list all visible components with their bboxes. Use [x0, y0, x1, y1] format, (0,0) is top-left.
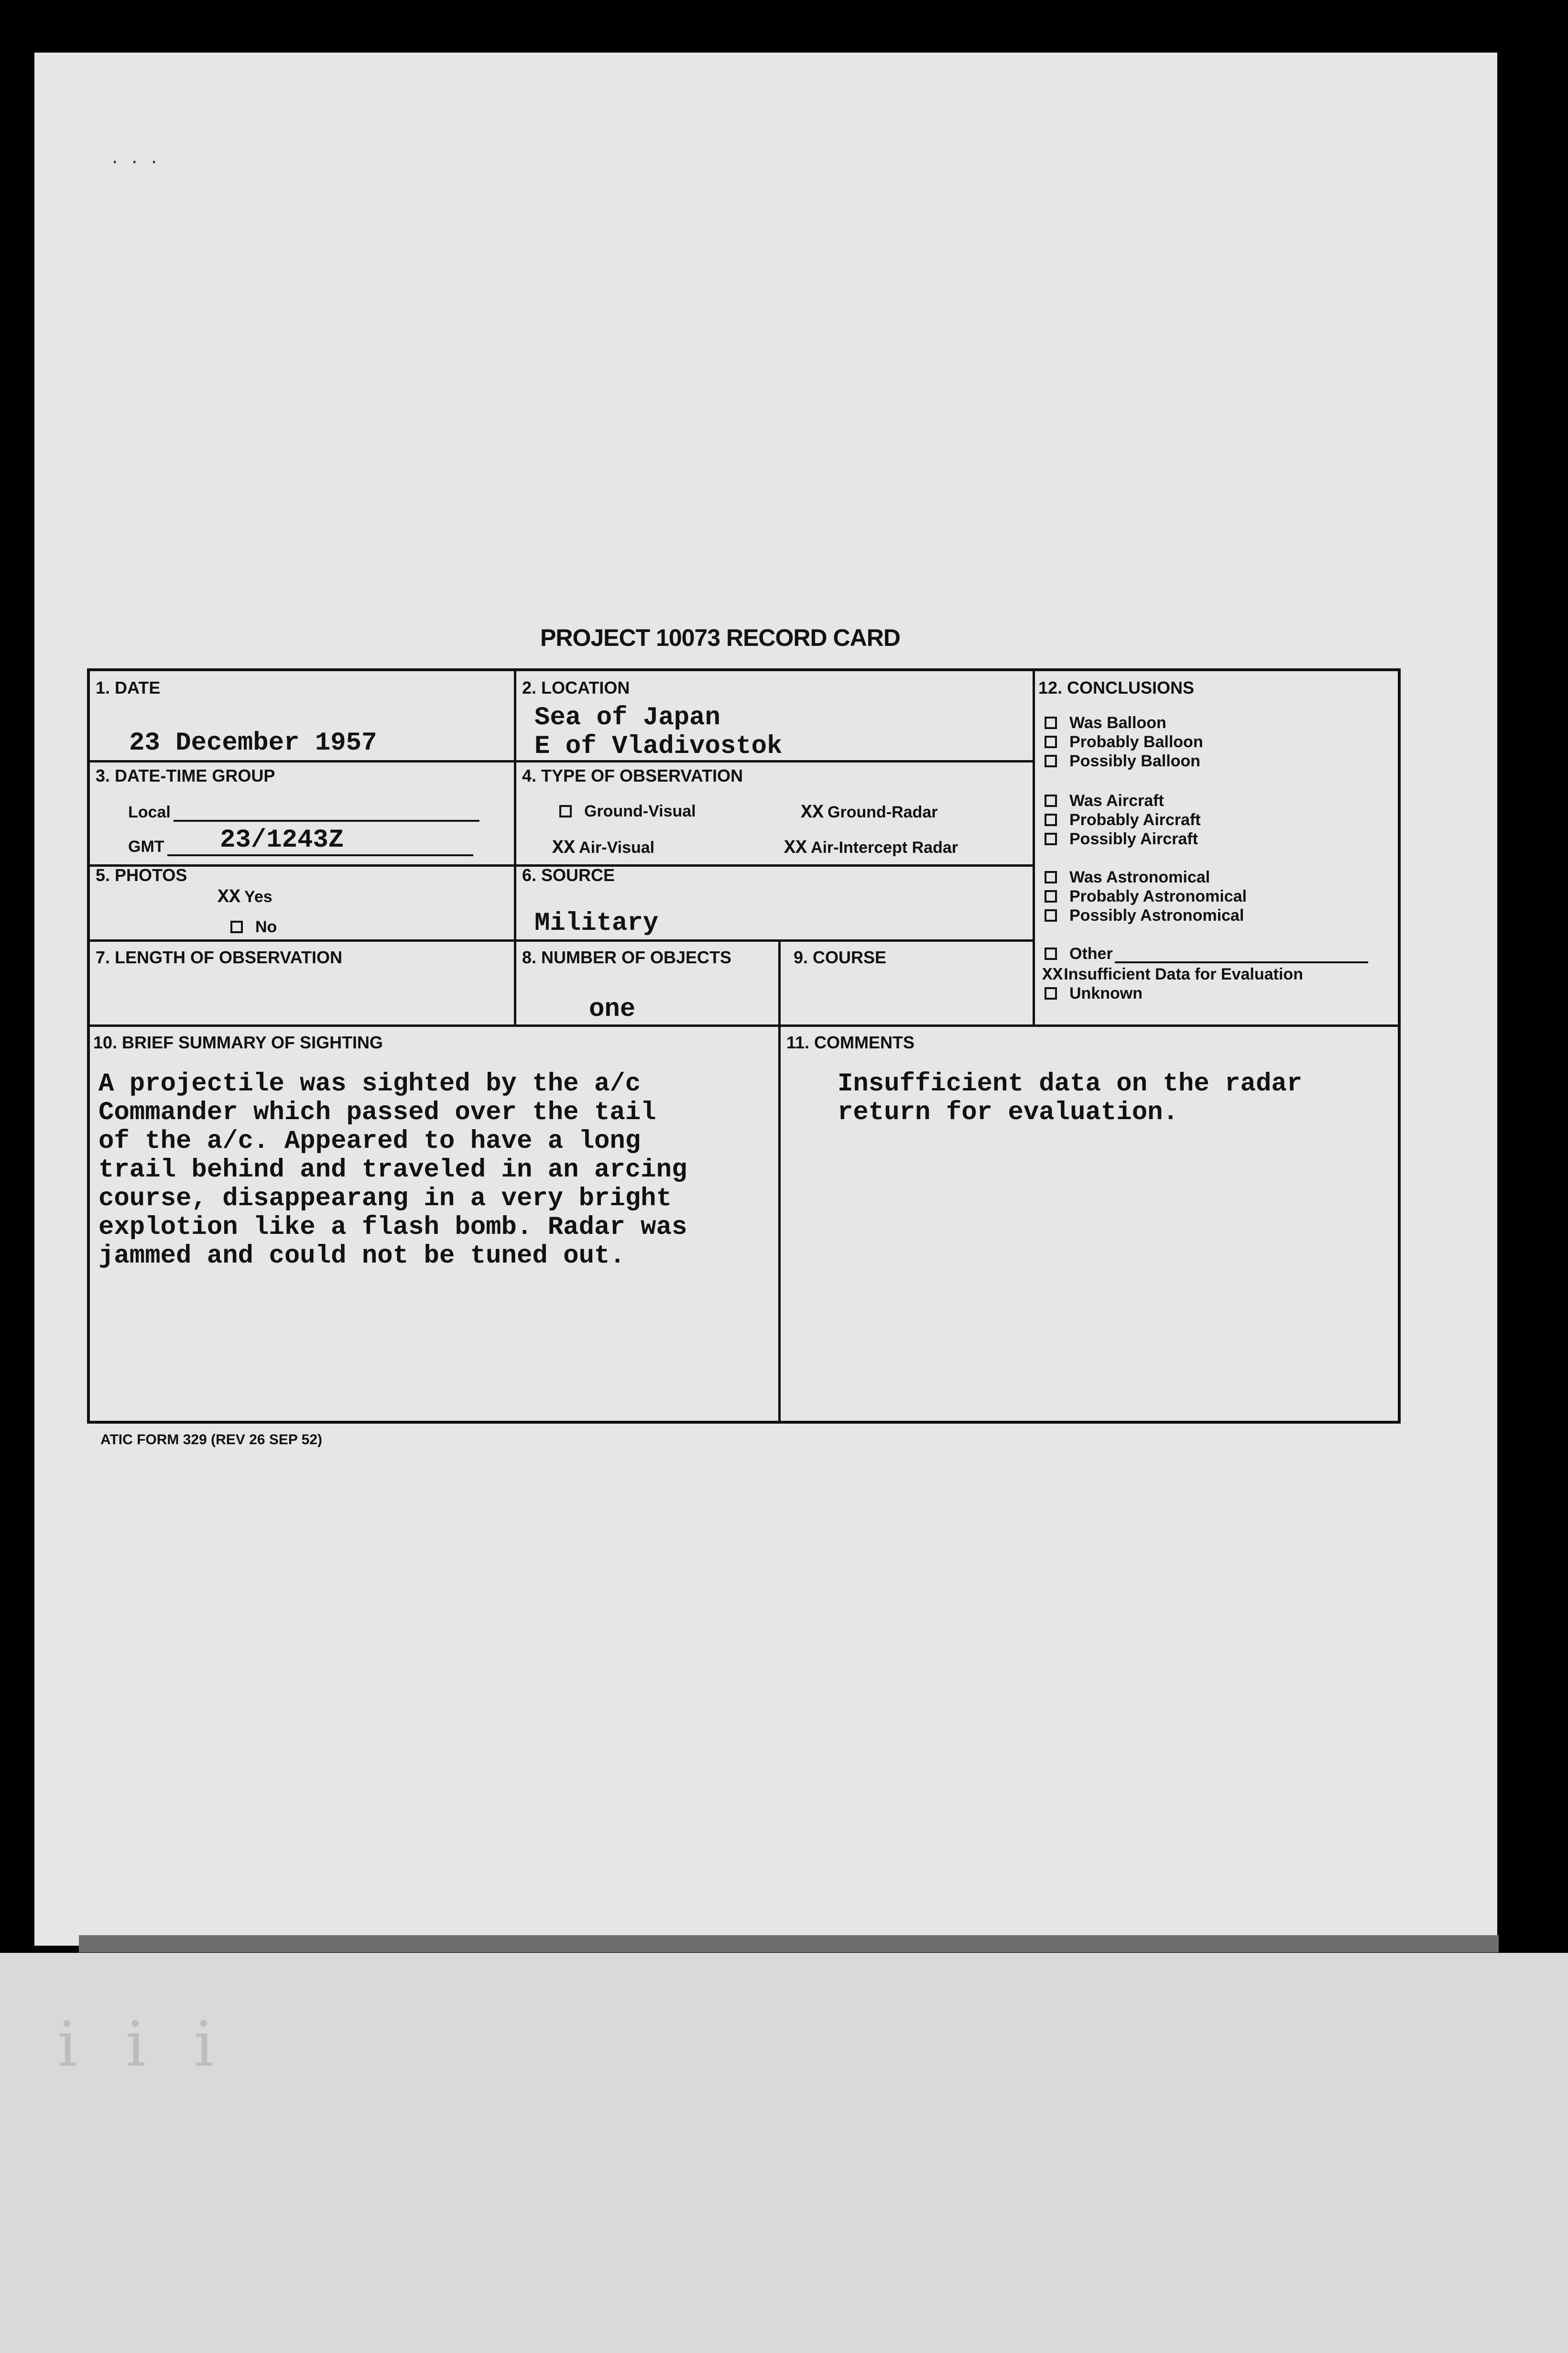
- form-footer: ATIC FORM 329 (REV 26 SEP 52): [100, 1432, 323, 1448]
- brief-summary-text: [98, 1070, 777, 1271]
- checkbox: [1045, 833, 1057, 845]
- option-air-intercept-radar: XX Air-Intercept Radar: [784, 838, 958, 859]
- conclusion-unknown: Unknown: [1045, 984, 1143, 1003]
- local-label: Local: [128, 803, 479, 822]
- option-photos-yes: XX Yes: [218, 887, 272, 908]
- checkbox: [1045, 987, 1057, 1000]
- gmt-value: 23/1243Z: [220, 826, 344, 855]
- checkbox-ground-visual: [559, 805, 572, 817]
- number-of-objects-label: 8. NUMBER OF OBJECTS: [522, 948, 732, 967]
- date-label: 1. DATE: [96, 678, 161, 697]
- checkbox-photos-no: [230, 921, 243, 933]
- option-ground-visual: Ground-Visual: [559, 802, 696, 821]
- conclusion-other: Other: [1045, 944, 1368, 963]
- card-title: PROJECT 10073 RECORD CARD: [540, 624, 900, 651]
- other-underline: [1115, 947, 1368, 963]
- summary-line: Commander which passed over the tail: [98, 1098, 656, 1127]
- option-air-visual: XX Air-Visual: [552, 838, 655, 859]
- length-of-observation-label: 7. LENGTH OF OBSERVATION: [96, 948, 343, 967]
- summary-line: A projectile was sighted by the a/c: [98, 1069, 641, 1099]
- checkbox: [1045, 948, 1057, 960]
- conclusion-was-aircraft: Was Aircraft: [1045, 791, 1164, 810]
- divider-h-3: [88, 939, 1034, 942]
- divider-h-4: [88, 1024, 1400, 1027]
- source-label: 6. SOURCE: [522, 865, 615, 885]
- lower-sheet: [0, 1953, 1568, 2353]
- summary-line: trail behind and traveled in an arcing: [98, 1155, 687, 1185]
- conclusion-probably-aircraft: Probably Aircraft: [1045, 810, 1201, 829]
- mark-photos-yes: XX: [218, 887, 241, 908]
- conclusion-possibly-balloon: Possibly Balloon: [1045, 752, 1200, 771]
- number-of-objects-value: one: [589, 995, 636, 1024]
- bottom-marks: i i i: [57, 2008, 229, 2081]
- summary-line: of the a/c. Appeared to have a long: [98, 1127, 641, 1156]
- checkbox: [1045, 909, 1057, 922]
- sheet-edge-shadow: [79, 1935, 1499, 1952]
- checkbox: [1045, 736, 1057, 748]
- checkbox: [1045, 890, 1057, 903]
- mark-ground-radar: XX: [801, 802, 824, 824]
- location-line-1: Sea of Japan: [534, 703, 720, 732]
- gmt-label: GMT: [128, 838, 473, 856]
- checkbox: [1045, 871, 1057, 883]
- mark-air-visual: XX: [552, 838, 576, 859]
- comments-line: return for evaluation.: [838, 1098, 1178, 1127]
- comments-text: [838, 1070, 1392, 1127]
- location-label: 2. LOCATION: [522, 678, 630, 697]
- course-label: 9. COURSE: [794, 948, 887, 967]
- option-photos-no: No: [230, 918, 277, 937]
- date-time-group-label: 3. DATE-TIME GROUP: [96, 766, 275, 785]
- conclusions-label: 12. CONCLUSIONS: [1038, 678, 1195, 697]
- checkbox: [1045, 814, 1057, 826]
- photos-label: 5. PHOTOS: [96, 865, 187, 885]
- conclusion-possibly-astronomical: Possibly Astronomical: [1045, 906, 1244, 925]
- conclusion-possibly-aircraft: Possibly Aircraft: [1045, 829, 1198, 849]
- mark-air-intercept-radar: XX: [784, 838, 807, 859]
- checkbox: [1045, 795, 1057, 807]
- source-value: Military: [534, 909, 659, 938]
- conclusion-probably-balloon: Probably Balloon: [1045, 732, 1203, 752]
- summary-line: jammed and could not be tuned out.: [98, 1242, 625, 1271]
- conclusion-probably-astronomical: Probably Astronomical: [1045, 887, 1247, 906]
- conclusion-was-astronomical: Was Astronomical: [1045, 868, 1210, 887]
- conclusion-was-balloon: Was Balloon: [1045, 713, 1166, 732]
- summary-line: course, disappearang in a very bright: [98, 1184, 672, 1213]
- type-of-observation-label: 4. TYPE OF OBSERVATION: [522, 766, 743, 785]
- checkbox: [1045, 717, 1057, 729]
- location-line-2: E of Vladivostok: [534, 732, 783, 761]
- divider-v-left: [514, 669, 516, 1025]
- brief-summary-label: 10. BRIEF SUMMARY OF SIGHTING: [93, 1033, 383, 1052]
- margin-marks: · · ·: [110, 153, 159, 172]
- option-ground-radar: XX Ground-Radar: [801, 802, 938, 824]
- summary-line: explotion like a flash bomb. Radar was: [98, 1213, 687, 1242]
- local-underline: [174, 806, 479, 822]
- comments-line: Insufficient data on the radar: [838, 1069, 1303, 1099]
- checkbox: [1045, 755, 1057, 767]
- conclusion-insufficient-data: XXInsufficient Data for Evaluation: [1042, 965, 1303, 985]
- comments-label: 11. COMMENTS: [786, 1033, 915, 1052]
- divider-v-mid: [778, 939, 781, 1422]
- mark-insufficient-data: XX: [1042, 965, 1063, 985]
- divider-v-conclusions: [1033, 669, 1035, 1025]
- date-value: 23 December 1957: [129, 729, 377, 758]
